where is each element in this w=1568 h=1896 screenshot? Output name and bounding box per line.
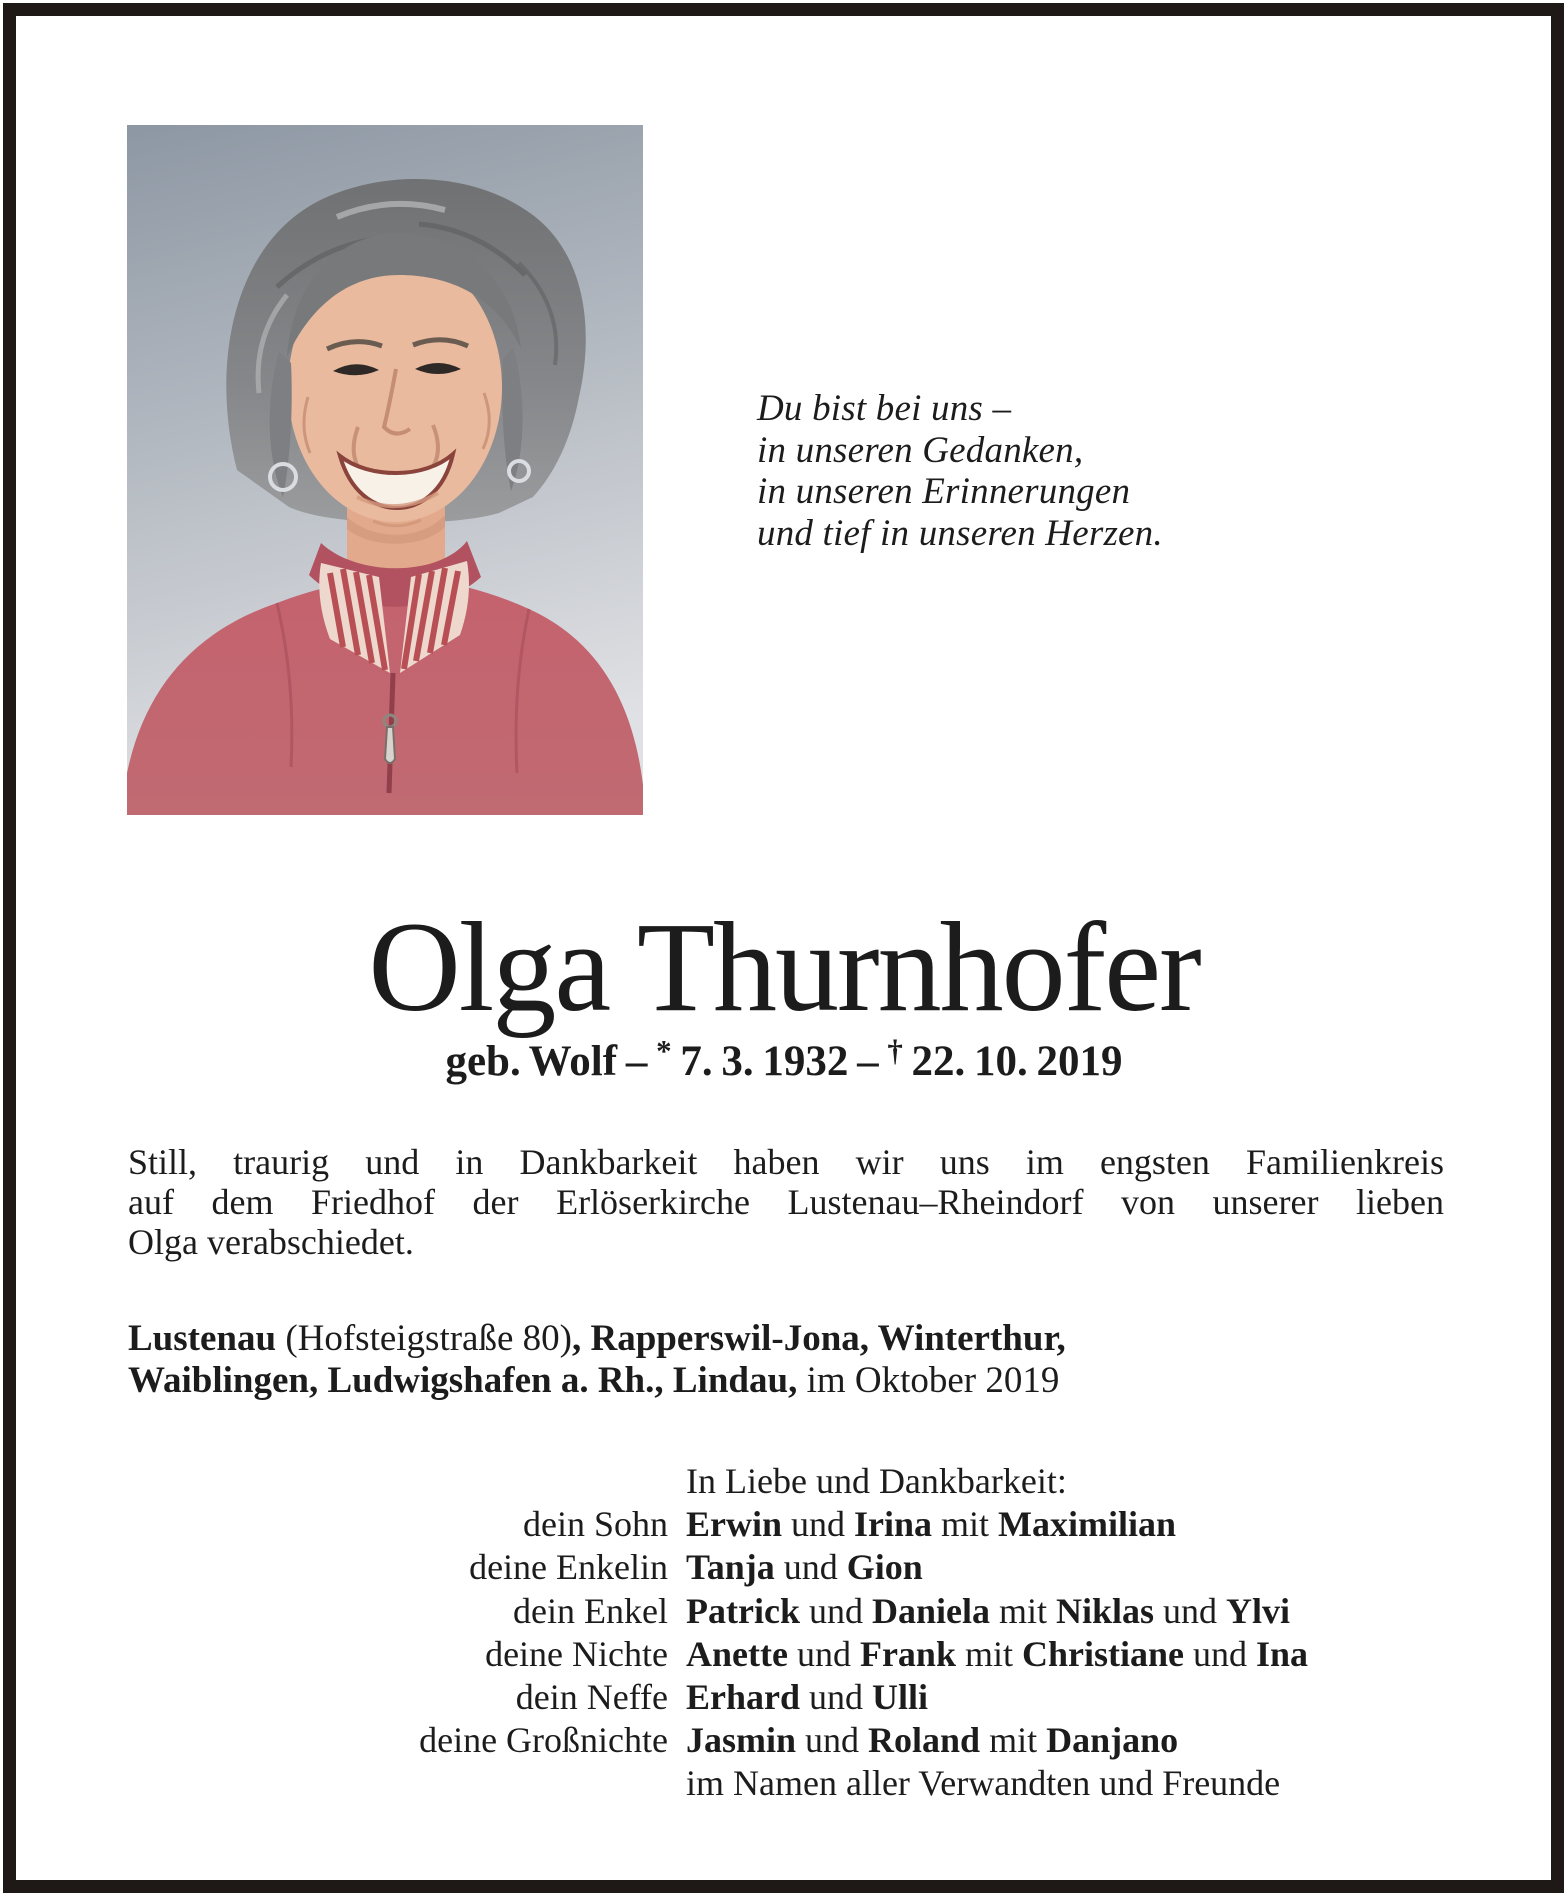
text-segment: Ylvi [1226, 1590, 1291, 1631]
text-segment: und [800, 1677, 873, 1718]
text-segment: Gion [846, 1547, 923, 1588]
text-segment: Irina [854, 1504, 933, 1545]
family-closing-list [128, 1460, 1458, 1806]
names-text [686, 1590, 1290, 1633]
text-segment: Tanja [686, 1547, 775, 1588]
portrait-photo-graphic [127, 125, 643, 815]
text-segment: und [1183, 1633, 1256, 1674]
text-segment: und [1154, 1590, 1227, 1631]
closing-intro-row [128, 1460, 1458, 1503]
locations-line [128, 1360, 1458, 1402]
closing-entry-row [128, 1546, 1458, 1589]
text-segment: Frank [859, 1633, 956, 1674]
text-segment: Erhard [686, 1677, 801, 1718]
verse-line: in unseren Gedanken, [757, 429, 1084, 471]
farewell-paragraph [128, 1142, 1444, 1262]
deceased-name: Olga Thurnhofer [368, 896, 1200, 1038]
text-segment: Ina [1255, 1633, 1309, 1674]
text-segment: mit [989, 1590, 1056, 1631]
birth-star-symbol: * [656, 1033, 672, 1068]
death-cross-symbol: † [887, 1033, 903, 1068]
text-segment: , Rapperswil-Jona, Winterthur, [571, 1318, 1066, 1359]
text-segment: Waiblingen, Ludwigshafen a. Rh., Lindau, [128, 1360, 798, 1401]
names-text [686, 1546, 923, 1589]
text-segment: Lustenau [128, 1318, 277, 1359]
text-segment: Patrick [686, 1590, 800, 1631]
relation-label [128, 1460, 668, 1503]
names-text [686, 1719, 1178, 1762]
portrait-photo [127, 125, 643, 815]
text-segment: und [782, 1504, 855, 1545]
names-text [686, 1633, 1308, 1676]
text-segment: und [787, 1633, 860, 1674]
text-segment: Christiane [1021, 1633, 1184, 1674]
verse-line: und tief in unseren Herzen. [757, 512, 1163, 554]
closing-entry-row [128, 1633, 1458, 1676]
text-segment: Erwin [686, 1504, 783, 1545]
birth-date: 7. 3. 1932 – [671, 1038, 888, 1085]
text-segment: (Hofsteigstraße 80) [276, 1318, 572, 1359]
text-segment: im Oktober 2019 [797, 1360, 1060, 1401]
text-segment: und [799, 1590, 872, 1631]
text-segment: mit [955, 1633, 1022, 1674]
birth-death-line [0, 1026, 1568, 1087]
text-segment: mit [980, 1720, 1047, 1761]
names-text [686, 1762, 1280, 1805]
text-segment: Anette [686, 1633, 788, 1674]
names-text [686, 1676, 928, 1719]
relation-label: dein Neffe [515, 1677, 668, 1718]
verse-line: Du bist bei uns – [757, 388, 1012, 429]
closing-entry-row [128, 1590, 1458, 1633]
closing-entry-row [128, 1762, 1458, 1805]
text-segment: und [796, 1720, 869, 1761]
closing-intro: In Liebe und Dankbarkeit: [686, 1461, 1067, 1501]
relation-label: dein Sohn [522, 1504, 668, 1545]
relation-label: dein Enkel [513, 1590, 668, 1631]
text-segment: Maximilian [998, 1504, 1177, 1545]
names-text [686, 1503, 1176, 1546]
text-segment: Daniela [871, 1590, 990, 1631]
closing-entry-row [128, 1503, 1458, 1546]
locations-paragraph [128, 1318, 1458, 1402]
death-date: 22. 10. 2019 [902, 1038, 1123, 1085]
farewell-line: auf dem Friedhof der Erlöserkirche Lustenau–Rheindorf von unserer lieben [128, 1182, 1444, 1222]
verse-line: in unseren Erinnerungen [757, 471, 1131, 512]
text-segment: Danjano [1046, 1720, 1179, 1761]
memorial-verse [757, 388, 1163, 554]
farewell-line: Still, traurig und in Dankbarkeit haben wir uns im engsten Familienkreis [128, 1142, 1444, 1182]
closing-entry-row [128, 1719, 1458, 1762]
text-segment: Niklas [1056, 1590, 1155, 1631]
relation-label [128, 1762, 668, 1805]
relation-label: deine Großnichte [419, 1720, 668, 1761]
text-segment: Ulli [872, 1677, 929, 1718]
text-segment: Jasmin [686, 1720, 797, 1761]
text-segment: im Namen aller Verwandten und Freunde [686, 1763, 1281, 1804]
farewell-line: Olga verabschiedet. [128, 1222, 414, 1262]
relation-label: deine Nichte [485, 1633, 668, 1674]
text-segment: Roland [868, 1720, 981, 1761]
locations-line [128, 1318, 1458, 1360]
text-segment: mit [932, 1504, 999, 1545]
text-segment: und [774, 1547, 847, 1588]
closing-entry-row [128, 1676, 1458, 1719]
relation-label: deine Enkelin [469, 1547, 668, 1588]
birth-name-prefix: geb. Wolf – [445, 1038, 657, 1085]
closing-entries [128, 1503, 1458, 1805]
